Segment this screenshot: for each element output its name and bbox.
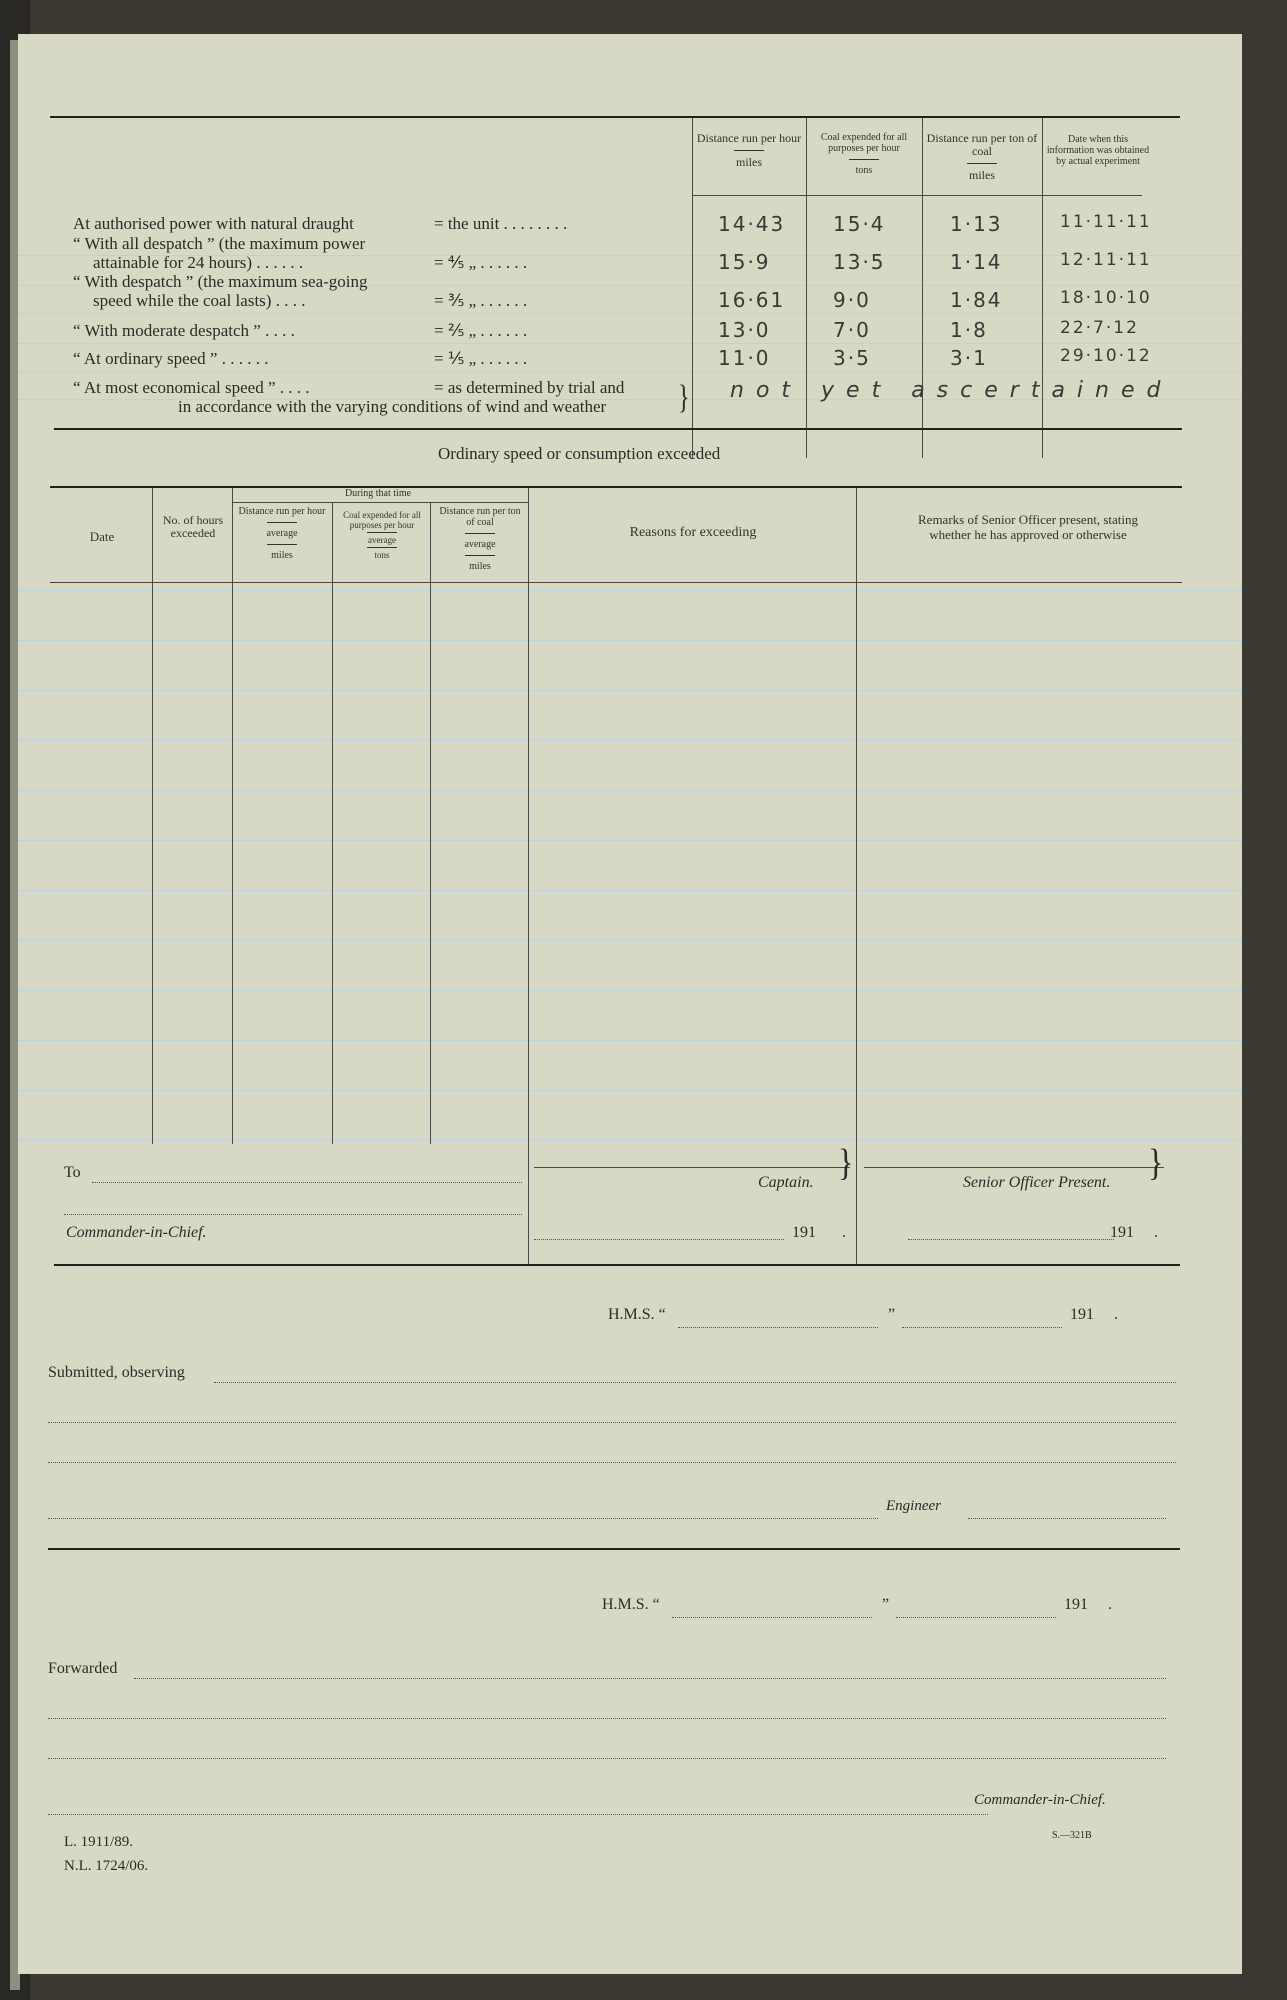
row-label: “ With moderate despatch ” . . . .: [73, 321, 295, 340]
senior-officer-label: Senior Officer Present.: [963, 1174, 1111, 1191]
row-fraction: = the unit . . . . . . . .: [434, 214, 568, 233]
value-coal: 9·0: [833, 288, 871, 312]
value-coal: 15·4: [833, 212, 886, 236]
during-that-time: During that time: [344, 488, 412, 499]
row-fraction: = ⅕ „ . . . . . .: [434, 349, 528, 368]
ref-number-1: L. 1911/89.: [64, 1834, 134, 1850]
row-label-cont: attainable for 24 hours) . . . . . .: [93, 253, 304, 272]
header-distance-per-ton-2: Distance run per ton of coal average miles: [439, 506, 521, 572]
header-distance-run: Distance run per hour miles: [696, 131, 802, 169]
value-date: 29·10·12: [1060, 346, 1152, 366]
value-distance: 16·61: [718, 288, 786, 312]
header-coal-expended: Coal expended for all purposes per hour tons: [820, 132, 908, 176]
form-number: S.—321B: [1052, 1830, 1092, 1841]
value-date: 12·11·11: [1060, 250, 1152, 270]
table1-top-rule: [50, 116, 1180, 118]
hms-label-1: H.M.S. “: [608, 1306, 666, 1323]
value-date: 18·10·10: [1060, 288, 1152, 308]
document-page: Distance run per hour miles Coal expended for all purposes per hour tons Distance run per ton of coal miles Date when this information was obtained by actual experiment At authorised power with natural draught = the unit . . . . . . . . 14·43 15·4 1·13 11·11·11 “ With all despatch ” (the maximum power attainable for 24 hours) . . . . . . = ⅘ „ . . . . . . 15·9 13·5 1·14 12·11·11 “ With despatch ” (the maximum sea-going speed while the coal lasts) . . . . = ⅗ „ . . . . . . 16·61 9·0 1·84 18·10·10 “ With moderate despatch ” . . . . = ⅖ „ . . . . . . 13·0 7·0 1·8 22·7·12 “ At ordinary speed ” . . . . . . = ⅕ „ . . . . . . 11·0 3·5 3·1 29·10·12 “ At most economical speed ” . . . . = as determined by trial and in accordance with the varying conditions of wind and weather } not yet ascertained Ordinary speed or consumption exceeded During that time Date No. of hours exceeded Distance run per hour average miles Coal expended for all purposes per hour average tons Distance run per ton of coal average miles Reasons for exceeding Remarks of Senior Officer present, stating whether he has approved or otherwise To Commander-in-Chief. Captain. } 191 . Senior Officer Present. } 191 . H.M.S. “ ” 191 . Submitted, observing Engineer H.M.S. “ ” 191 . Forwarded Commander-in-Chief. L. 1911/89. N.L. 1724/06. S.—321B: [18, 34, 1242, 1974]
senior-year: 191: [1110, 1224, 1134, 1241]
row-label: “ With all despatch ” (the maximum power: [73, 234, 366, 253]
hms-label-2: H.M.S. “: [602, 1596, 660, 1613]
hms-year-1: 191: [1070, 1306, 1094, 1323]
signature-bottom-rule: [54, 1264, 1180, 1266]
row-fraction: = ⅘ „ . . . . . .: [434, 253, 528, 272]
economical-note: not yet ascertained: [730, 378, 1173, 403]
header-distance-run-2: Distance run per hour average miles: [238, 506, 326, 561]
value-per-ton: 1·84: [950, 288, 1003, 312]
hms-year-2: 191: [1064, 1596, 1088, 1613]
table2-top-rule: [50, 486, 1182, 488]
header-coal-expended-2: Coal expended for all purposes per hour average tons: [343, 510, 421, 560]
captain-year: 191: [792, 1224, 816, 1241]
value-date: 22·7·12: [1060, 318, 1139, 338]
row-label-cont: in accordance with the varying conditions of wind and weather: [178, 397, 607, 416]
value-distance: 13·0: [718, 318, 771, 342]
value-per-ton: 1·14: [950, 250, 1003, 274]
value-distance: 15·9: [718, 250, 771, 274]
row-label-cont: speed while the coal lasts) . . . .: [93, 291, 306, 310]
row-fraction: = ⅗ „ . . . . . .: [434, 291, 528, 310]
cinc-label-2: Commander-in-Chief.: [974, 1792, 1106, 1808]
value-coal: 13·5: [833, 250, 886, 274]
captain-label: Captain.: [758, 1174, 814, 1191]
forwarded-label: Forwarded: [48, 1660, 118, 1677]
table1-bottom-rule: [54, 428, 1182, 430]
header-date: Date: [89, 529, 115, 544]
engineer-label: Engineer: [886, 1498, 941, 1514]
row-label: “ At most economical speed ” . . . .: [73, 378, 310, 397]
value-distance: 14·43: [718, 212, 786, 236]
submit-bottom-rule: [48, 1548, 1180, 1550]
submitted-label: Submitted, observing: [48, 1364, 185, 1381]
header-hours-exceeded: No. of hours exceeded: [162, 513, 224, 540]
row-label: At authorised power with natural draught: [73, 214, 354, 233]
row-fraction: = as determined by trial and: [434, 378, 625, 397]
section2-title: Ordinary speed or consumption exceeded: [438, 444, 721, 463]
value-coal: 7·0: [833, 318, 871, 342]
row-label: “ At ordinary speed ” . . . . . .: [73, 349, 269, 368]
ref-number-2: N.L. 1724/06.: [64, 1858, 149, 1874]
header-date-obtained: Date when this information was obtained by actual experiment: [1046, 134, 1150, 167]
value-per-ton: 3·1: [950, 346, 988, 370]
value-per-ton: 1·8: [950, 318, 988, 342]
row-label: “ With despatch ” (the maximum sea-going: [73, 272, 368, 291]
value-coal: 3·5: [833, 346, 871, 370]
to-label: To: [64, 1164, 81, 1181]
value-date: 11·11·11: [1060, 212, 1152, 232]
header-remarks: Remarks of Senior Officer present, stating whether he has approved or otherwise: [918, 512, 1138, 542]
value-distance: 11·0: [718, 346, 771, 370]
value-per-ton: 1·13: [950, 212, 1003, 236]
cinc-label-1: Commander-in-Chief.: [66, 1224, 207, 1241]
row-fraction: = ⅖ „ . . . . . .: [434, 321, 528, 340]
header-distance-per-ton: Distance run per ton of coal miles: [926, 131, 1038, 182]
header-reasons: Reasons for exceeding: [629, 525, 757, 540]
